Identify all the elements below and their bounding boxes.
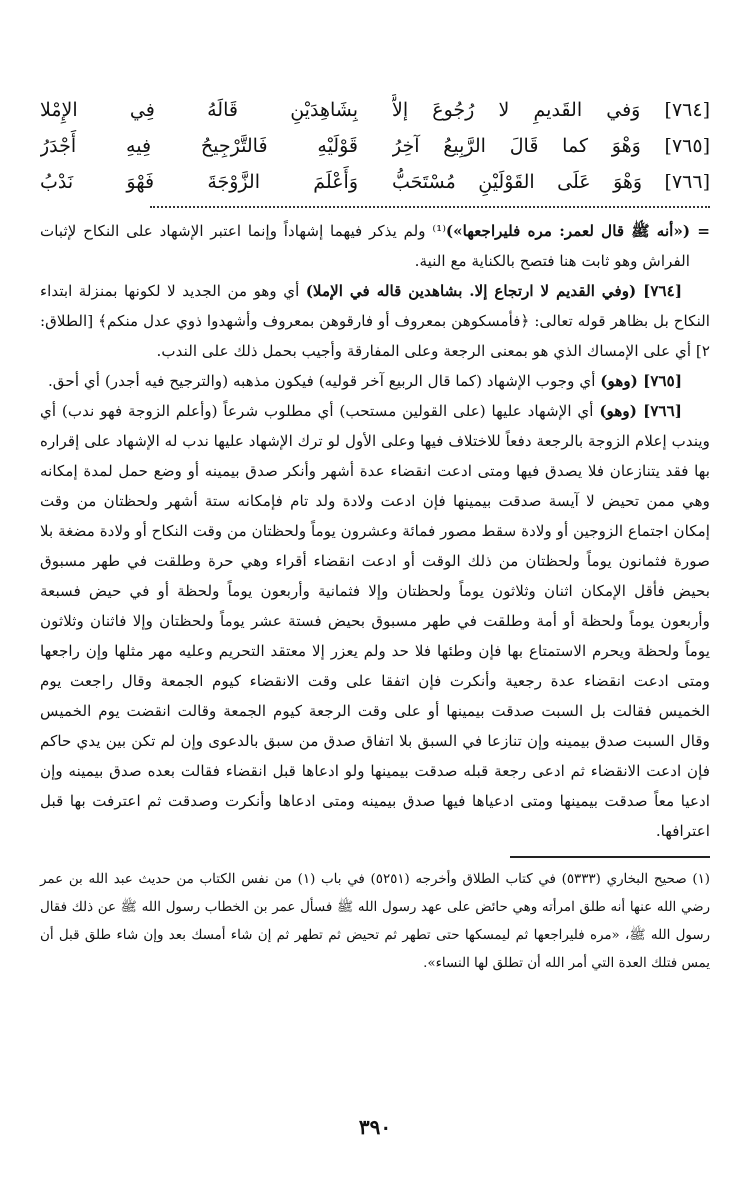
- commentary-lemma: [٧٦٥] (وهو): [600, 372, 682, 390]
- commentary-lemma: = («أنه ﷺ قال لعمر: مره فليراجعها»): [445, 222, 710, 240]
- verse-second-hemistich: قَوْلَيْهِ فَالتَّرْجِيحُ فِيهِ أَجْدَرُ: [40, 135, 358, 157]
- commentary-paragraph: [40, 396, 710, 846]
- verse-765: [40, 128, 710, 164]
- page-body: [40, 92, 710, 978]
- verse-764: [40, 92, 710, 128]
- footnote: [40, 866, 710, 978]
- verse-first-hemistich: [٧٦٤] وَفي القَديمِ لا رُجُوعَ إلاَّ: [392, 99, 710, 121]
- commentary-text: أي وجوب الإشهاد (كما قال الربيع آخر قوليه) فيكون مذهبه (والترجيح فيه أجدر) أي أحق.: [47, 372, 601, 390]
- commentary-text: ⁽¹⁾ ولم يذكر فيهما إشهاداً وإنما اعتبر الإشهاد على النكاح لإثبات الفراش وهو ثابت هنا فتصح بالكناية مع النية.: [40, 222, 690, 270]
- dotted-separator: [150, 206, 710, 208]
- commentary-paragraph: [40, 276, 710, 366]
- poem-verses: [40, 92, 710, 202]
- footnote-marker: (١): [692, 872, 710, 887]
- commentary-lemma: [٧٦٤] (وفي القديم لا ارتجاع إلا. بشاهدين قاله في الإملا): [305, 282, 682, 300]
- commentary-paragraph: [40, 366, 710, 396]
- verse-second-hemistich: بِشَاهِدَيْنِ قَالَهُ فِي الإِمْلا: [40, 99, 358, 121]
- footnote-rule: [510, 856, 710, 858]
- verse-second-hemistich: وَأَعْلَمَ الزَّوْجَةَ فَهْوَ نَدْبُ: [40, 171, 358, 193]
- commentary-paragraph: [40, 216, 710, 276]
- commentary-lemma: [٧٦٦] (وهو): [599, 402, 682, 420]
- verse-766: [40, 164, 710, 200]
- page-number: ٣٩٠: [358, 1115, 392, 1139]
- verse-first-hemistich: [٧٦٦] وَهْوَ عَلَى القَوْلَيْنِ مُسْتَحَبُّ: [392, 171, 710, 193]
- commentary-text: أي وهو من الجديد لا لكونها بمنزلة ابتداء النكاح بل بظاهر قوله تعالى: ﴿فأمسكوهن بمعروف أو فارقوهن بمعروف وأشهدوا ذوي عدل منكم﴾ [الطلاق: ٢] أي على الإمساك الذي هو بمعنى الرجعة وعلى المفارقة وأجيب بحمل ذلك على الندب.: [40, 282, 710, 360]
- verse-first-hemistich: [٧٦٥] وَهْوَ كما قَالَ الرَّبِيعُ آخِرُ: [392, 135, 710, 157]
- commentary-text: أي الإشهاد عليها (على القولين مستحب) أي مطلوب شرعاً (وأعلم الزوجة فهو ندب) أي ويندب إعلام الزوجة بالرجعة دفعاً للاختلاف فيها وعلى الأول لو ترك الإشهاد عليها ندب له الإشهاد على إقراره بها فقد يتنازعان فلا يصدق فيها ومتى ادعت انقضاء عدة أشهر وأنكر صدق بيمينه أو وضع حمل لمدة إمكانه وهي ممن تحيض لا آيسة صدقت بيمينها فإن ادعت ولادة ولد تام فإمكانه ستة أشهر ولحظتان من وقت إمكان اجتماع الزوجين أو ولادة سقط مصور فمائة وعشرون يوماً ولحظتان من وقت النكاح أو ولادة مضغة بلا صورة فثمانون يوماً ولحظتان من ذلك الوقت أو ادعت انقضاء أقراء وهي حرة وطلقت في طهر مسبوق بحيض فأقل الإمكان اثنان وثلاثون يوماً ولحظتان وإلا فثمانية وأربعون يوماً ولحظة أو في حيض فسبعة وأربعون يوماً ولحظة أو أمة وطلقت في طهر مسبوق بحيض فستة عشر يوماً ولحظتان وإلا فاثنان وثلاثون يوماً ولحظة ويحرم الاستمتاع بها فإن وطئها فلا حد ولم يعزر إلا معتقد التحريم وعليه مهر مثلها وإن راجعها ومتى ادعت انقضاء عدة رجعية وأنكرت فإن اتفقا على وقت الانقضاء كيوم الجمعة وقال راجعت يوم الخميس فقالت بل السبت صدقت بيمينها أو على وقت الرجعة كيوم الجمعة وقالت انقضت يوم الخميس وقال السبت صدق بيمينه وإن تنازعا في السبق بلا اتفاق صدق من سبق بالدعوى وإن لم تكن بين يدي حاكم فإن ادعت الانقضاء ثم ادعى رجعة قبله صدقت بيمينها ولو ادعاها قبل انقضاء فقالت بعده صدق بيمينه وإن ادعيا معاً صدقت بيمينها ومتى ادعياها فيها صدق بيمينه ومتى ادعاها وأنكرت وصدقت ثم اعترفت بها قبل اعترافها.: [40, 402, 710, 840]
- commentary: [40, 216, 710, 846]
- footnote-text: صحيح البخاري (٥٣٣٣) في كتاب الطلاق وأخرجه (٥٢٥١) في باب (١) من نفس الكتاب من حديث عبد الله بن عمر رضي الله عنها أنه طلق امرأته وهي حائض على عهد رسول الله ﷺ فسأل عمر بن الخطاب رسول الله ﷺ عن ذلك فقال رسول الله ﷺ، «مره فليراجعها ثم ليمسكها حتى تطهر ثم تحيض ثم تطهر ثم إن شاء أمسك بعد وإن شاء طلق قبل أن يمس فتلك العدة التي أمر الله أن تطلق لها النساء».: [40, 872, 710, 971]
